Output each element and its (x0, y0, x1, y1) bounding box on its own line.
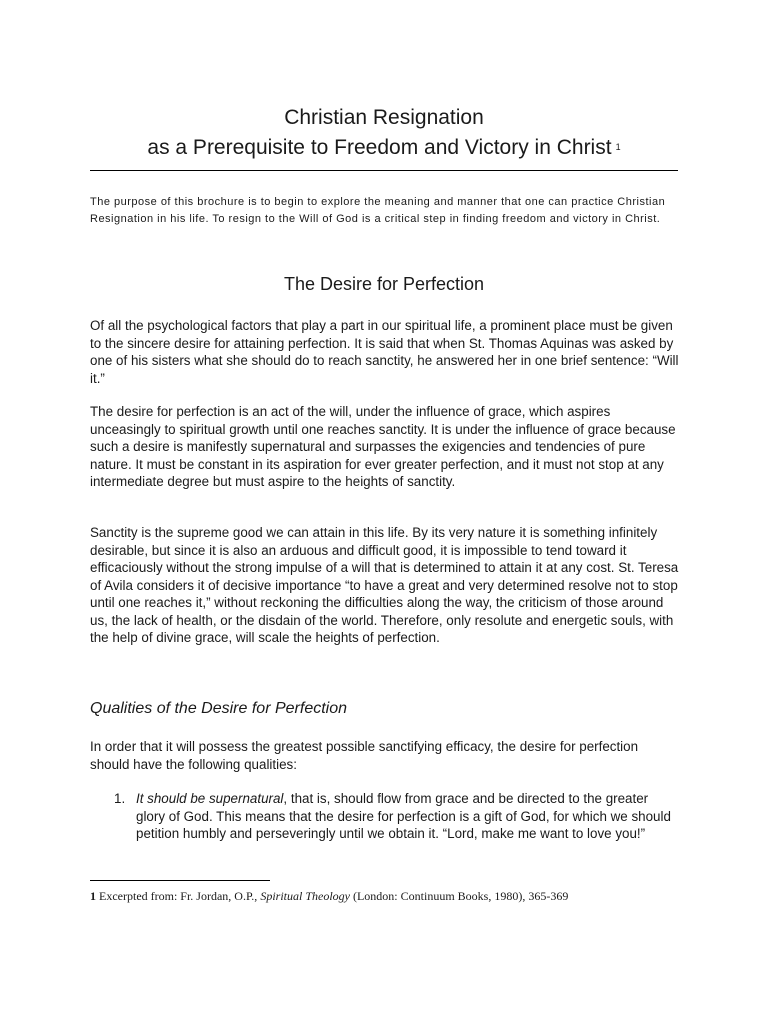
list-item (136, 790, 676, 843)
intro-paragraph: The purpose of this brochure is to begin to explore the meaning and manner that one can practice Christian Resignation in his life. To resign to the Will of God is a critical step in finding freedom and victory in Christ. (90, 196, 666, 225)
footnote-divider (90, 880, 270, 881)
list-item-number: 1. (114, 791, 126, 806)
paragraph-3: Sanctity is the supreme good we can attain in this life. By its very nature it is something infinitely desirable, but since it is also an arduous and difficult good, it is impossible to tend toward it efficaciously without the strong impulse of a will that is determined to attain it at any cost. St. Teresa of Avila considers it of decisive importance “to have a great and very determined resolve not to stop until one reaches it,” without reckoning the difficulties along the way, the criticism of those around us, the lack of health, or the disdain of the world. Therefore, only resolute and energetic souls, with the help of divine grace, will scale the heights of perfection. (90, 525, 679, 645)
footnote (90, 888, 690, 904)
list-item-text: , that is, should flow from grace and be directed to the greater glory of God. This means that the desire for perfection is a gift of God, for which we should petition humbly and perseveringly until we obtain it. “Lord, make me want to love you!” (136, 791, 671, 841)
section-heading: The Desire for Perfection (283, 274, 485, 294)
title-divider (90, 170, 678, 171)
title-line2-text: as a Prerequisite to Freedom and Victory in Christ (147, 136, 612, 159)
paragraph-1: Of all the psychological factors that play a part in our spiritual life, a prominent place must be given to the sincere desire for attaining perfection. It is said that when St. Thomas Aquinas was asked by one of his sisters what she should do to reach sanctity, he answered her in one brief sentence: “Will it.” (90, 318, 679, 386)
footnote-prefix: Excerpted from: Fr. Jordan, O.P., (96, 889, 261, 903)
document-title-line2 (90, 136, 678, 160)
title-footnote-ref: 1 (615, 142, 621, 152)
list-item-emphasis: It should be supernatural (136, 791, 284, 806)
paragraph-2: The desire for perfection is an act of the will, under the influence of grace, which aspires unceasingly to spiritual growth until one reaches sanctity. It is under the influence of grace because such a desire is manifestly supernatural and surpasses the exigencies and tendencies of pure nature. It must be constant in its aspiration for ever greater perfection, and it must not stop at any intermediate degree but must aspire to the heights of sanctity. (90, 404, 676, 489)
footnote-marker: 1 (90, 889, 96, 903)
document-title-line1: Christian Resignation (284, 106, 484, 129)
footnote-book-title: Spiritual Theology (260, 889, 350, 903)
subheading: Qualities of the Desire for Perfection (90, 700, 348, 717)
footnote-suffix: (London: Continuum Books, 1980), 365-369 (349, 889, 569, 903)
paragraph-4: In order that it will possess the greatest possible sanctifying efficacy, the desire for perfection should have the following qualities: (90, 739, 639, 772)
